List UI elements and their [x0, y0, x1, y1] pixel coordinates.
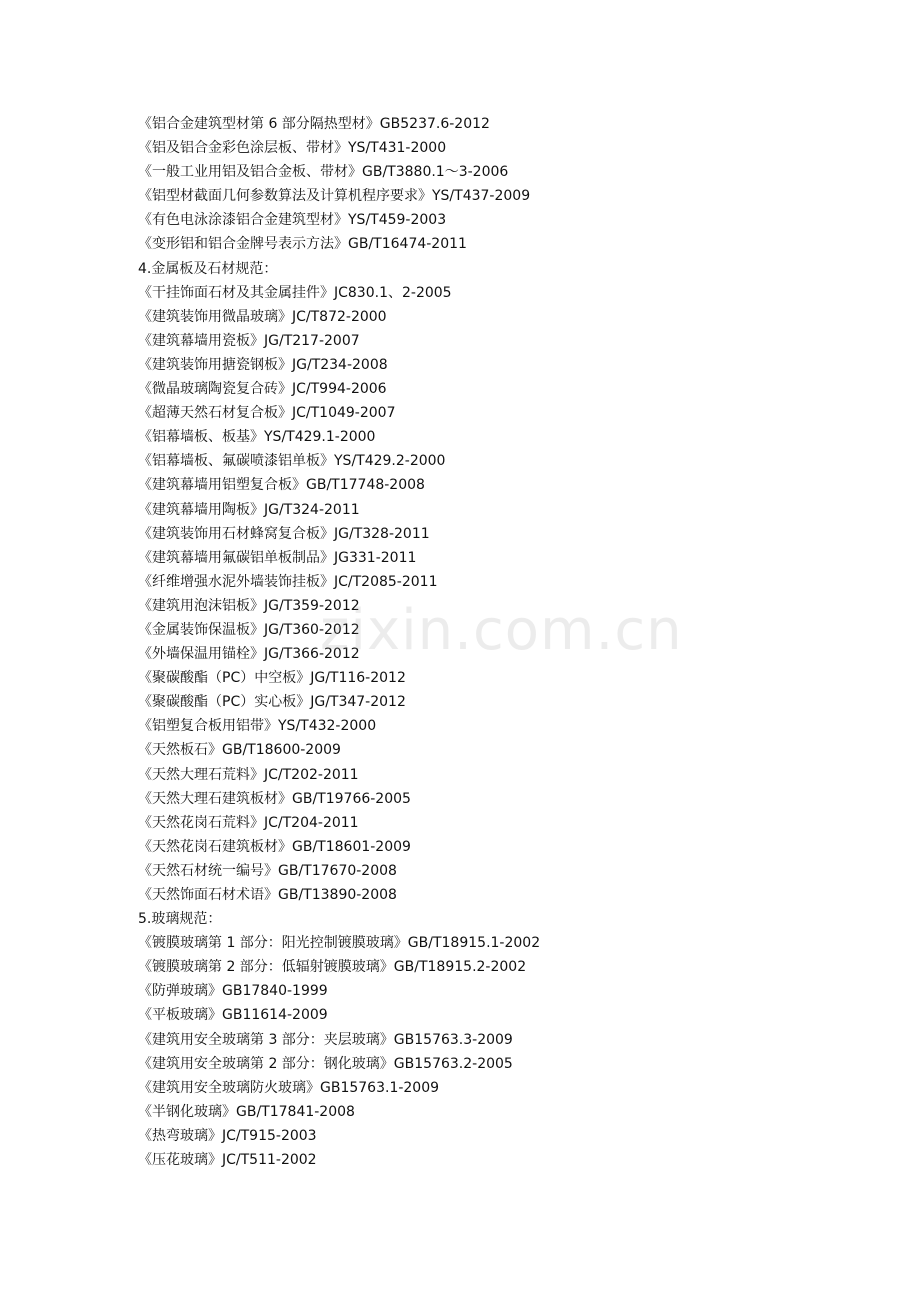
standard-line: 《铝及铝合金彩色涂层板、带材》YS/T431-2000	[138, 140, 447, 157]
standard-line: 《外墙保温用锚栓》JG/T366-2012	[138, 646, 360, 663]
standard-line: 《铝合金建筑型材第 6 部分隔热型材》GB5237.6-2012	[138, 116, 490, 132]
standard-line: 《纤维增强水泥外墙装饰挂板》JC/T2085-2011	[138, 573, 438, 590]
standard-line: 《有色电泳涂漆铝合金建筑型材》YS/T459-2003	[138, 212, 447, 229]
standard-line: 《铝塑复合板用铝带》YS/T432-2000	[138, 718, 377, 735]
standard-line: 《天然饰面石材术语》GB/T13890-2008	[138, 887, 397, 903]
section-heading: 4.金属板及石材规范：	[138, 260, 278, 277]
standard-line: 《建筑用安全玻璃第 2 部分：钢化玻璃》GB15763.2-2005	[138, 1055, 513, 1072]
standard-line: 《建筑幕墙用陶板》JG/T324-2011	[138, 501, 360, 518]
standard-line: 《建筑幕墙用铝塑复合板》GB/T17748-2008	[138, 477, 425, 494]
standard-line: 《一般工业用铝及铝合金板、带材》GB/T3880.1～3-2006	[138, 164, 509, 181]
standard-line: 《聚碳酸酯（PC）中空板》JG/T116-2012	[138, 670, 406, 687]
standard-line: 《建筑装饰用石材蜂窝复合板》JG/T328-2011	[138, 525, 430, 542]
standard-line: 《天然板石》GB/T18600-2009	[138, 742, 341, 759]
standard-line: 《镀膜玻璃第 1 部分：阳光控制镀膜玻璃》GB/T18915.1-2002	[138, 935, 541, 952]
standard-line: 《建筑用安全玻璃防火玻璃》GB15763.1-2009	[138, 1079, 440, 1096]
standard-line: 《热弯玻璃》JC/T915-2003	[138, 1127, 317, 1144]
standard-line: 《镀膜玻璃第 2 部分：低辐射镀膜玻璃》GB/T18915.2-2002	[138, 959, 527, 976]
standard-line: 《变形铝和铝合金牌号表示方法》GB/T16474-2011	[138, 236, 467, 253]
standard-line: 《建筑幕墙用瓷板》JG/T217-2007	[138, 332, 360, 349]
standard-line: 《天然花岗石建筑板材》GB/T18601-2009	[138, 838, 411, 855]
standard-line: 《超薄天然石材复合板》JC/T1049-2007	[138, 405, 396, 422]
standard-line: 《铝型材截面几何参数算法及计算机程序要求》YS/T437-2009	[138, 188, 531, 205]
standard-line: 《建筑装饰用微晶玻璃》JC/T872-2000	[138, 308, 387, 325]
watermark: zixin.com.cn	[320, 598, 683, 663]
standard-line: 《聚碳酸酯（PC）实心板》JG/T347-2012	[138, 694, 406, 711]
standard-line: 《天然大理石建筑板材》GB/T19766-2005	[138, 790, 411, 807]
standards-list	[138, 112, 838, 1172]
standard-line: 《天然大理石荒料》JC/T202-2011	[138, 766, 359, 783]
standard-line: 《半钢化玻璃》GB/T17841-2008	[138, 1103, 355, 1120]
section-heading: 5.玻璃规范：	[138, 911, 222, 928]
standard-line: 《建筑用安全玻璃第 3 部分：夹层玻璃》GB15763.3-2009	[138, 1031, 513, 1048]
standard-line: 《铝幕墙板、板基》YS/T429.1-2000	[138, 429, 376, 446]
standard-line: 《天然花岗石荒料》JC/T204-2011	[138, 814, 359, 831]
standard-line: 《金属装饰保温板》JG/T360-2012	[138, 621, 360, 638]
standard-line: 《平板玻璃》GB11614-2009	[138, 1007, 328, 1024]
standard-line: 《建筑装饰用搪瓷钢板》JG/T234-2008	[138, 356, 388, 373]
standard-line: 《天然石材统一编号》GB/T17670-2008	[138, 862, 397, 879]
standard-line: 《铝幕墙板、氟碳喷漆铝单板》YS/T429.2-2000	[138, 453, 446, 470]
standard-line: 《干挂饰面石材及其金属挂件》JC830.1、2-2005	[138, 284, 452, 301]
standard-line: 《压花玻璃》JC/T511-2002	[138, 1152, 317, 1169]
standard-line: 《建筑幕墙用氟碳铝单板制品》JG331-2011	[138, 549, 417, 566]
standard-line: 《防弹玻璃》GB17840-1999	[138, 983, 328, 1000]
standard-line: 《微晶玻璃陶瓷复合砖》JC/T994-2006	[138, 381, 387, 398]
standard-line: 《建筑用泡沫铝板》JG/T359-2012	[138, 597, 360, 614]
